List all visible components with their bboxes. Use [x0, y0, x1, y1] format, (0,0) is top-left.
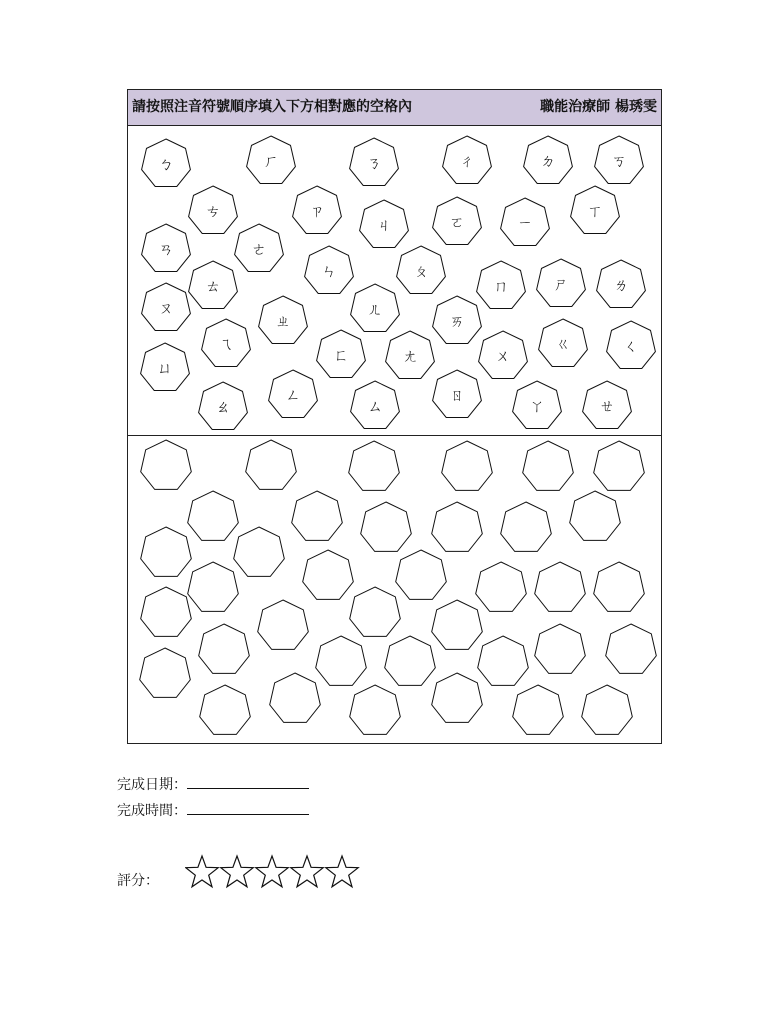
symbol-label: ㄏ: [263, 152, 279, 170]
completion-date-line: [117, 774, 309, 794]
symbol-tile: [386, 331, 435, 379]
symbol-tile: [571, 186, 620, 234]
answer-blank-heptagon[interactable]: [432, 600, 483, 649]
answer-blank-heptagon[interactable]: [188, 491, 239, 540]
answer-blank-heptagon[interactable]: [606, 624, 657, 673]
symbol-label: ㄟ: [218, 335, 234, 353]
answer-blank-heptagon[interactable]: [594, 562, 645, 611]
symbol-tile: [235, 224, 284, 272]
symbol-tile: [142, 283, 191, 331]
answer-blank-heptagon[interactable]: [385, 636, 436, 685]
answer-blank-heptagon[interactable]: [349, 441, 400, 490]
rating-star-icon[interactable]: [326, 856, 358, 887]
symbol-label: ㄤ: [402, 347, 418, 365]
symbol-label: ㄑ: [623, 337, 639, 355]
answer-blank-heptagon[interactable]: [570, 491, 621, 540]
symbol-tile: [433, 197, 482, 245]
symbol-label: ㄥ: [285, 386, 301, 404]
symbol-label: ㄎ: [611, 152, 627, 170]
symbol-label: ㄋ: [366, 154, 382, 172]
answer-blank-heptagon[interactable]: [478, 636, 529, 685]
symbol-label: ㄍ: [555, 335, 571, 353]
symbol-label: ㄅ: [158, 155, 174, 173]
rating-star-icon[interactable]: [186, 856, 218, 887]
symbol-label: ㄙ: [367, 397, 383, 415]
symbol-label: ㄛ: [449, 213, 465, 231]
answer-blank-heptagon[interactable]: [432, 673, 483, 722]
symbol-tile: [189, 186, 238, 234]
symbol-label: ㄆ: [413, 262, 429, 280]
symbol-tile: [397, 246, 446, 294]
answer-blank-heptagon[interactable]: [292, 491, 343, 540]
completion-time-line: [117, 800, 309, 820]
symbol-tile: [142, 224, 191, 272]
author-text: 職能治療師 楊琇雯: [540, 99, 657, 115]
symbol-label: ㄚ: [529, 397, 545, 415]
symbol-label: ㄒ: [587, 202, 603, 220]
symbol-tile: [350, 138, 399, 186]
symbol-tile: [539, 319, 588, 367]
symbol-label: ㄠ: [215, 398, 231, 416]
symbol-label: ㄐ: [376, 216, 392, 234]
symbol-tile: [269, 370, 318, 418]
heptagon-board: [128, 90, 663, 745]
answer-blank-heptagon[interactable]: [200, 685, 251, 734]
symbol-tile: [202, 319, 251, 367]
symbol-label: ㄈ: [333, 346, 349, 364]
answer-blank-heptagon[interactable]: [523, 441, 574, 490]
symbol-label: ㄕ: [553, 275, 569, 293]
symbol-tile: [360, 200, 409, 248]
symbol-label: ㄣ: [321, 262, 337, 280]
answer-blank-heptagon[interactable]: [141, 587, 192, 636]
answer-blank-heptagon[interactable]: [582, 685, 633, 734]
symbol-tile: [607, 321, 656, 369]
answer-blank-heptagon[interactable]: [432, 502, 483, 551]
completion-date-field[interactable]: [187, 776, 309, 789]
answer-blank-heptagon[interactable]: [199, 624, 250, 673]
symbol-tile: [583, 381, 632, 429]
answer-blank-heptagon[interactable]: [396, 550, 447, 599]
answer-blank-heptagon[interactable]: [535, 624, 586, 673]
symbol-tile: [247, 136, 296, 184]
symbol-label: ㄢ: [158, 240, 174, 258]
symbol-tile: [433, 370, 482, 418]
answer-blank-heptagon[interactable]: [361, 502, 412, 551]
answer-blank-heptagon[interactable]: [141, 440, 192, 489]
answer-blank-heptagon[interactable]: [246, 440, 297, 489]
symbol-label: ㄧ: [517, 214, 533, 232]
symbol-tile: [433, 296, 482, 344]
symbol-tile: [524, 136, 573, 184]
symbol-label: ㄊ: [205, 277, 221, 295]
answer-blank-heptagon[interactable]: [594, 441, 645, 490]
answer-blank-heptagon[interactable]: [442, 441, 493, 490]
symbol-label: ㄉ: [540, 152, 556, 170]
answer-blank-heptagon[interactable]: [141, 527, 192, 576]
symbol-label: ㄔ: [459, 152, 475, 170]
answer-blank-heptagon[interactable]: [501, 502, 552, 551]
symbol-label: ㄗ: [309, 202, 325, 220]
symbol-tile: [189, 261, 238, 309]
answer-blank-heptagon[interactable]: [316, 636, 367, 685]
answer-blank-heptagon[interactable]: [140, 648, 191, 697]
symbol-label: ㄦ: [367, 300, 383, 318]
symbol-tile: [317, 330, 366, 378]
symbol-label: ㄝ: [599, 397, 615, 415]
rating-stars: [185, 852, 365, 892]
answer-blank-heptagon[interactable]: [188, 562, 239, 611]
answer-blank-heptagon[interactable]: [535, 562, 586, 611]
symbol-tile: [293, 186, 342, 234]
symbol-label: ㄓ: [275, 312, 291, 330]
answer-blank-heptagon[interactable]: [270, 673, 321, 722]
symbol-label: ㄌ: [613, 276, 629, 294]
symbol-label: ㄨ: [495, 347, 511, 365]
symbol-tile: [351, 381, 400, 429]
rating-star-icon[interactable]: [291, 856, 323, 887]
completion-time-label: 完成時間：: [117, 803, 187, 819]
symbol-tile: [141, 343, 190, 391]
symbol-label: ㄖ: [449, 386, 465, 404]
symbol-label: ㄡ: [158, 299, 174, 317]
symbol-label: ㄘ: [205, 202, 221, 220]
symbol-tile: [501, 198, 550, 246]
score-line: [117, 870, 159, 890]
symbol-tile: [513, 381, 562, 429]
answer-blank-heptagon[interactable]: [234, 527, 285, 576]
completion-date-label: 完成日期：: [117, 777, 187, 793]
symbol-tile: [597, 260, 646, 308]
symbol-tile: [595, 136, 644, 184]
symbol-tile: [537, 259, 586, 307]
symbol-label: ㄇ: [493, 277, 509, 295]
answer-blank-heptagon[interactable]: [350, 685, 401, 734]
symbol-tile: [142, 139, 191, 187]
answer-blank-heptagon[interactable]: [476, 562, 527, 611]
answer-blank-heptagon[interactable]: [303, 550, 354, 599]
worksheet-frame: [127, 89, 662, 744]
symbol-label: ㄜ: [251, 240, 267, 258]
symbol-label: ㄩ: [157, 359, 173, 377]
answer-blank-heptagon[interactable]: [350, 587, 401, 636]
instruction-text: 請按照注音符號順序填入下方相對應的空格內: [132, 99, 412, 115]
rating-star-icon[interactable]: [256, 856, 288, 887]
symbol-label: ㄞ: [449, 312, 465, 330]
symbol-tile: [259, 296, 308, 344]
score-label: 評分：: [117, 873, 159, 889]
symbol-tile: [477, 261, 526, 309]
symbol-tile: [305, 246, 354, 294]
completion-time-field[interactable]: [187, 802, 309, 815]
symbol-tile: [351, 284, 400, 332]
rating-star-icon[interactable]: [221, 856, 253, 887]
answer-blank-heptagon[interactable]: [513, 685, 564, 734]
symbol-tile: [199, 382, 248, 430]
answer-blank-heptagon[interactable]: [258, 600, 309, 649]
symbol-tile: [479, 331, 528, 379]
symbol-tile: [443, 136, 492, 184]
